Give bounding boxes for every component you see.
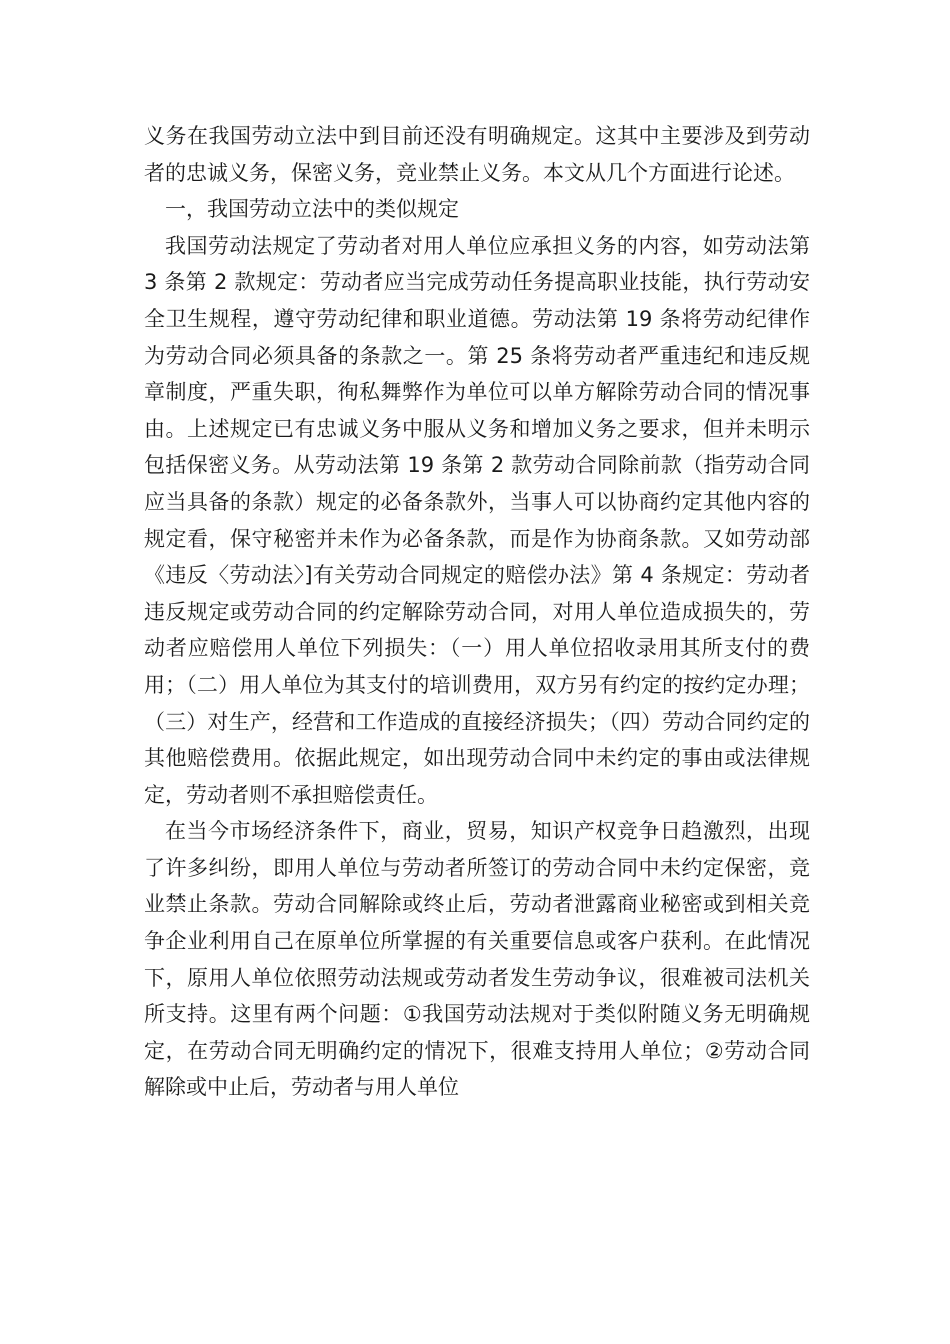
paragraph-market-economy: 在当今市场经济条件下，商业，贸易，知识产权竞争日趋激烈，出现了许多纠纷，即用人单位与劳动者所签订的劳动合同中未约定保密，竞业禁止条款。劳动合同解除或终止后，劳动者泄露商业秘密或到相关竞争企业利用自己在原单位所掌握的有关重要信息或客户获利。在此情况下，原用人单位依照劳动法规或劳动者发生劳动争议，很难被司法机关所支持。这里有两个问题：①我国劳动法规对于类似附随义务无明确规定，在劳动合同无明确约定的情况下，很难支持用人单位；②劳动合同解除或中止后，劳动者与用人单位 — [144, 819, 810, 1100]
document-body — [144, 118, 810, 1106]
paragraph-labor-law: 我国劳动法规定了劳动者对用人单位应承担义务的内容，如劳动法第 3 条第 2 款规定：劳动者应当完成劳动任务提高职业技能，执行劳动安全卫生规程，遵守劳动纪律和职业道德。劳动法第 19 条将劳动纪律作为劳动合同必须具备的条款之一。第 25 条将劳动者严重违纪和违反规章制度，严重失职，徇私舞弊作为单位可以单方解除劳动合同的情况事由。上述规定已有忠诚义务中服从义务和增加义务之要求，但并未明示包括保密义务。从劳动法第 19 条第 2 款劳动合同除前款（指劳动合同应当具备的条款）规定的必备条款外，当事人可以协商约定其他内容的规定看，保守秘密并未作为必备条款，而是作为协商条款。又如劳动部《违反〈劳动法〉]有关劳动合同规定的赔偿办法》第 4 条规定：劳动者违反规定或劳动合同的约定解除劳动合同，对用人单位造成损失的，劳动者应赔偿用人单位下列损失：（一）用人单位招收录用其所支付的费用；（二）用人单位为其支付的培训费用，双方另有约定的按约定办理；（三）对生产，经营和工作造成的直接经济损失；（四）劳动合同约定的其他赔偿费用。依据此规定，如出现劳动合同中未约定的事由或法律规定，劳动者则不承担赔偿责任。 — [144, 233, 810, 807]
section-heading: 一，我国劳动立法中的类似规定 — [165, 197, 459, 222]
paragraph-intro: 义务在我国劳动立法中到目前还没有明确规定。这其中主要涉及到劳动者的忠诚义务，保密义务，竞业禁止义务。本文从几个方面进行论述。 — [144, 124, 810, 185]
